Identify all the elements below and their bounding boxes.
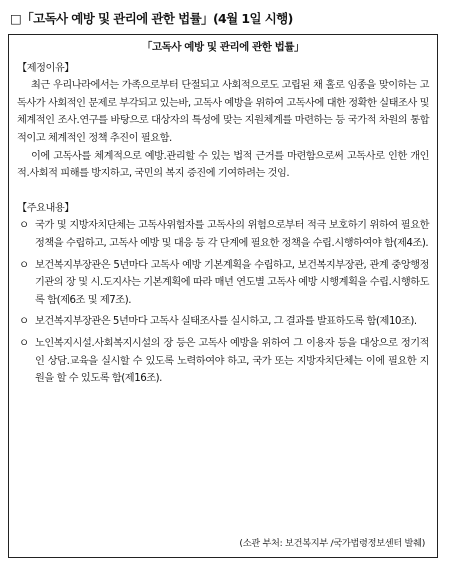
bullet-mark: ㅇ xyxy=(19,258,29,271)
reason-paragraph-1: 최근 우리나라에서는 가족으로부터 단절되고 사회적으로도 고립된 채 홀로 임종을 맞이하는 고독사가 사회적인 문제로 부각되고 있는바, 고독사 예방을 위하여 고독사에 대한 정확한 실태조사 및 체계적인 조사․연구를 바탕으로 대상자의 특성에 맞는 지원체계를 마련하는 등 국가적 차원의 통합적이고 체계적인 정책 추진이 필요함. xyxy=(17,80,429,144)
section-spacer xyxy=(17,183,429,200)
reason-section-label: 【제정이유】 xyxy=(17,62,75,74)
content-item-text: 보건복지부장관은 5년마다 고독사 예방 기본계획을 수립하고, 보건복지부장관, 관계 중앙행정기관의 장 및 시․도지사는 기본계획에 따라 매년 연도별 고독사 예방 시행계획을 수립․시행하도록 함(제6조 및 제7조). xyxy=(35,259,429,306)
source-note: (소관 부처: 보건복지부 /국가법령정보센터 발췌) xyxy=(239,538,425,550)
content-item xyxy=(17,335,429,388)
bullet-mark: ㅇ xyxy=(19,315,29,328)
content-item-text: 보건복지부장관은 5년마다 고독사 실태조사를 실시하고, 그 결과를 발표하도록 함(제10조). xyxy=(35,316,417,328)
content-item xyxy=(17,217,429,252)
law-summary-box xyxy=(8,34,438,558)
content-item-text: 노인복지시설․사회복지시설의 장 등은 고독사 예방을 위하여 그 이용자 등을 대상으로 정기적인 상담․교육을 실시할 수 있도록 노력하여야 하고, 국가 또는 지방자치단체는 이에 필요한 지원을 할 수 있도록 함(제16조). xyxy=(35,337,429,385)
document-heading: □「고독사 예방 및 관리에 관한 법률」(4월 1일 시행) xyxy=(10,11,293,26)
content-item xyxy=(17,257,429,310)
bullet-mark: ㅇ xyxy=(19,336,29,349)
content-item-text: 국가 및 지방자치단체는 고독사위험자를 고독사의 위험으로부터 적극 보호하기 위하여 필요한 정책을 수립하고, 고독사 예방 및 대응 등 각 단계에 필요한 정책을 수립․시행하여야 함(제4조). xyxy=(35,220,429,249)
content-section-label: 【주요내용】 xyxy=(17,202,75,214)
box-title: 「고독사 예방 및 관리에 관한 법률」 xyxy=(141,41,305,53)
bullet-mark: ㅇ xyxy=(19,219,29,232)
reason-paragraph-2: 이에 고독사를 체계적으로 예방․관리할 수 있는 법적 근거를 마련함으로써 고독사로 인한 개인적․사회적 피해를 방지하고, 국민의 복지 증진에 기여하려는 것임. xyxy=(17,150,429,180)
content-item xyxy=(17,313,429,331)
